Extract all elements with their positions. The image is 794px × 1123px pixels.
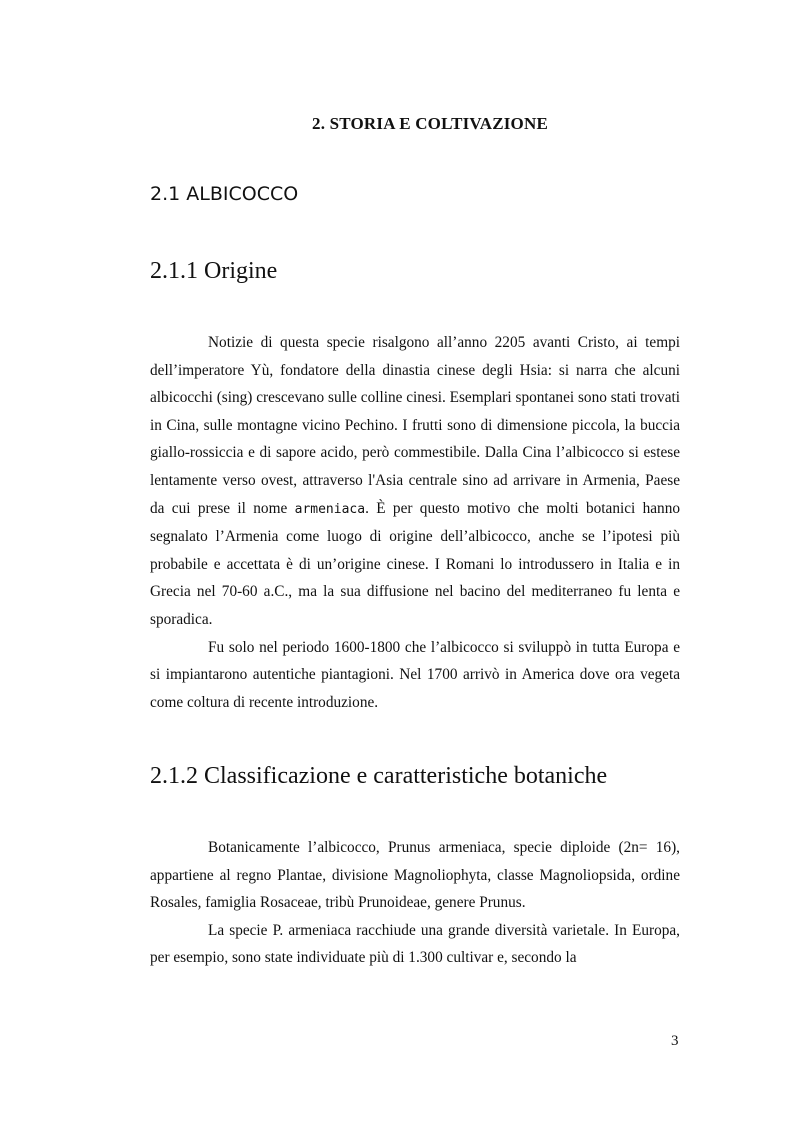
- classificazione-paragraph-1: Botanicamente l’albicocco, Prunus armeniaca, specie diploide (2n= 16), appartiene al regno Plantae, divisione Magnoliophyta, classe Magnoliopsida, ordine Rosales, famiglia Rosaceae, tribù Prunoideae, genere Prunus.: [150, 839, 680, 912]
- classificazione-body: [150, 834, 680, 972]
- subsection-title-origine: 2.1.1 Origine: [150, 258, 278, 284]
- origine-term-armeniaca: armeniaca: [294, 501, 366, 517]
- section-title: 2.1 ALBICOCCO: [150, 183, 299, 205]
- subsection-title-classificazione: 2.1.2 Classificazione e caratteristiche botaniche: [150, 763, 608, 789]
- origine-paragraph-1-text: Notizie di questa specie risalgono all’anno 2205 avanti Cristo, ai tempi dell’imperatore Yù, fondatore della dinastia cinese degli Hsia: si narra che alcuni albicocchi (sing) crescevano sulle colline cinesi. Esemplari spontanei sono stati trovati in Cina, sulle montagne vicino Pechino. I frutti sono di dimensione piccola, la buccia giallo-rossiccia e di sapore acido, però commestibile. Dalla Cina l’albicocco si estese lentamente verso ovest, attraverso l'Asia centrale sino ad arrivare in Armenia, Paese da cui prese il nome: [150, 334, 680, 517]
- origine-paragraph-1-text-end: . È per questo motivo che molti botanici hanno segnalato l’Armenia come luogo di origine dell’albicocco, anche se l’ipotesi più probabile e accettata è di un’origine cinese. I Romani lo introdussero in Italia e in Grecia nel 70-60 a.C., ma la sua diffusione nel bacino del mediterraneo fu lenta e sporadica.: [150, 499, 680, 628]
- chapter-title: 2. STORIA E COLTIVAZIONE: [312, 114, 548, 133]
- origine-paragraph-2: Fu solo nel periodo 1600-1800 che l’albicocco si sviluppò in tutta Europa e si impiantarono autentiche piantagioni. Nel 1700 arrivò in America dove ora vegeta come coltura di recente introduzione.: [150, 638, 680, 711]
- origine-paragraph-1: [150, 329, 680, 634]
- origine-body: [150, 329, 680, 716]
- page-number: 3: [671, 1033, 679, 1049]
- classificazione-paragraph-2: La specie P. armeniaca racchiude una grande diversità varietale. In Europa, per esempio, sono state individuate più di 1.300 cultivar e, secondo la: [150, 921, 680, 967]
